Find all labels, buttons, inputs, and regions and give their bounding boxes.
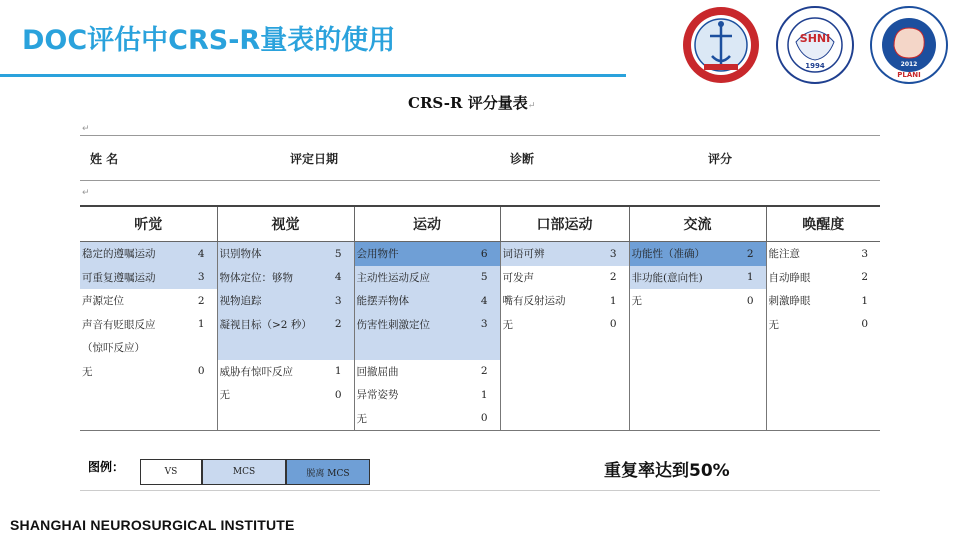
cell-auditory	[80, 266, 217, 290]
cell-visual	[217, 360, 354, 384]
item-score: 0	[746, 294, 754, 307]
item-label: 词语可辨	[502, 248, 545, 261]
item-score: 6	[480, 247, 488, 260]
item-label: 刺激睁眼	[768, 295, 811, 308]
item-label: 凝视目标（>2 秒）	[219, 318, 312, 331]
cell-communication	[629, 407, 766, 431]
shni-logo	[776, 6, 854, 84]
document-bottom-rule	[80, 490, 880, 491]
item-score: 1	[609, 294, 617, 307]
table-row	[80, 360, 880, 384]
name-field-label: 姓 名	[90, 152, 119, 166]
cell-motor	[354, 336, 500, 360]
item-score: 3	[197, 271, 205, 284]
item-label: 回撤屈曲	[356, 365, 399, 378]
table-row	[80, 383, 880, 407]
item-score: 2	[334, 318, 342, 331]
item-label: 非功能(意向性)	[631, 271, 703, 284]
cell-visual	[217, 313, 354, 337]
legend-vs-text: VS	[164, 467, 178, 477]
cell-visual	[217, 266, 354, 290]
item-label: 无	[356, 412, 367, 425]
cell-visual	[217, 336, 354, 360]
cell-arousal	[766, 242, 880, 266]
item-label: 无	[631, 295, 642, 308]
plani-logo-year: 2012	[900, 61, 918, 68]
item-score: 1	[480, 388, 488, 401]
cell-arousal	[766, 289, 880, 313]
item-score: 2	[861, 271, 868, 284]
table-row	[80, 266, 880, 290]
cell-arousal	[766, 336, 880, 360]
item-label: 可发声	[502, 271, 534, 284]
cell-communication	[629, 242, 766, 266]
item-label: 无	[219, 389, 230, 402]
column-header-visual: 视觉	[217, 206, 354, 242]
column-header-motor: 运动	[354, 206, 500, 242]
item-score: 1	[197, 318, 205, 331]
paragraph-mark: ↵	[82, 188, 90, 198]
item-score: 0	[197, 365, 205, 378]
item-label: （惊吓反应）	[82, 342, 145, 355]
table-header-row	[80, 206, 880, 242]
legend-mcs-text: MCS	[232, 467, 256, 477]
column-header-arousal: 唤醒度	[766, 206, 880, 242]
item-score: 3	[609, 247, 617, 260]
paragraph-mark: ↵	[82, 124, 90, 134]
item-score: 2	[609, 271, 617, 284]
document-title-text: CRS-R 评分量表	[408, 94, 528, 112]
item-label: 识别物体	[219, 248, 262, 261]
item-label: 功能性（准确）	[631, 248, 705, 261]
cell-visual	[217, 383, 354, 407]
item-score: 4	[334, 271, 342, 284]
cell-oromotor	[500, 313, 629, 337]
cell-visual	[217, 289, 354, 313]
item-label: 能注意	[768, 248, 800, 261]
cell-oromotor	[500, 242, 629, 266]
cell-oromotor	[500, 360, 629, 384]
item-score: 0	[861, 318, 868, 331]
item-label: 自动睁眼	[768, 271, 811, 284]
cell-motor	[354, 383, 500, 407]
cell-oromotor	[500, 336, 629, 360]
hospital-logo	[682, 6, 760, 84]
legend-emcs-text: 脱离 MCS	[306, 468, 350, 479]
item-label: 声音有贬眼反应	[82, 318, 156, 331]
item-score: 4	[197, 247, 205, 260]
footer-institute: SHANGHAI NEUROSURGICAL INSTITUTE	[10, 517, 295, 533]
table-row	[80, 313, 880, 337]
item-score: 0	[334, 388, 342, 401]
cell-communication	[629, 336, 766, 360]
column-header-auditory: 听觉	[80, 206, 217, 242]
cell-communication	[629, 266, 766, 290]
cell-auditory	[80, 289, 217, 313]
cell-oromotor	[500, 289, 629, 313]
repeat-rate-note: 重复率达到50%	[604, 461, 730, 481]
item-score: 5	[334, 247, 342, 260]
cell-visual	[217, 407, 354, 431]
item-score: 2	[197, 294, 205, 307]
cell-arousal	[766, 360, 880, 384]
item-label: 视物追踪	[219, 295, 262, 308]
slide-title: DOC评估中CRS-R量表的使用	[22, 25, 396, 56]
legend-mcs	[202, 459, 286, 485]
item-label: 无	[502, 318, 513, 331]
cell-auditory	[80, 383, 217, 407]
cell-motor	[354, 313, 500, 337]
header-fields-row	[80, 135, 880, 181]
item-label: 威胁有惊吓反应	[219, 365, 293, 378]
cell-communication	[629, 383, 766, 407]
item-label: 伤害性刺激定位	[356, 318, 430, 331]
item-label: 稳定的遵嘱运动	[82, 248, 156, 261]
item-label: 物体定位：够物	[219, 271, 293, 284]
item-label: 嘴有反射运动	[502, 295, 566, 308]
item-score: 4	[480, 294, 488, 307]
item-label: 会用物件	[356, 248, 399, 261]
cell-motor	[354, 266, 500, 290]
cell-motor	[354, 289, 500, 313]
cell-arousal	[766, 383, 880, 407]
item-score: 3	[480, 318, 488, 331]
column-header-oromotor: 口部运动	[500, 206, 629, 242]
item-label: 能摆弄物体	[356, 295, 409, 308]
item-score: 3	[334, 294, 342, 307]
crs-r-score-table	[80, 205, 880, 431]
shni-logo-text: SHNI	[799, 32, 831, 45]
shni-logo-year: 1994	[805, 62, 825, 70]
cell-communication	[629, 289, 766, 313]
legend-emcs	[286, 459, 370, 485]
cell-arousal	[766, 407, 880, 431]
table-row	[80, 242, 880, 266]
legend-vs	[140, 459, 202, 485]
legend-label: 图例：	[88, 460, 125, 474]
diagnosis-field-label: 诊断	[510, 152, 535, 166]
item-score: 2	[746, 247, 754, 260]
cell-oromotor	[500, 383, 629, 407]
date-field-label: 评定日期	[290, 152, 339, 166]
item-score: 2	[480, 365, 488, 378]
item-score: 1	[334, 365, 342, 378]
cell-auditory	[80, 407, 217, 431]
cell-motor	[354, 360, 500, 384]
cell-oromotor	[500, 407, 629, 431]
table-row	[80, 289, 880, 313]
cell-arousal	[766, 266, 880, 290]
plani-logo	[870, 6, 948, 84]
item-label: 异常姿势	[356, 389, 399, 402]
item-label: 无	[768, 318, 779, 331]
item-label: 主动性运动反应	[356, 271, 430, 284]
column-header-communication: 交流	[629, 206, 766, 242]
item-score: 3	[861, 247, 868, 260]
item-label: 无	[82, 365, 93, 378]
cell-motor	[354, 407, 500, 431]
title-underline	[0, 74, 626, 77]
cell-visual	[217, 242, 354, 266]
item-label: 可重复遵嘱运动	[82, 271, 156, 284]
score-field-label: 评分	[708, 152, 733, 166]
item-score: 0	[480, 412, 488, 425]
plani-logo-text: PLANI	[897, 71, 921, 79]
cell-arousal	[766, 313, 880, 337]
table-row	[80, 336, 880, 360]
item-score: 0	[609, 318, 617, 331]
table-row	[80, 407, 880, 431]
cell-motor	[354, 242, 500, 266]
cell-auditory	[80, 313, 217, 337]
cell-oromotor	[500, 266, 629, 290]
cell-communication	[629, 360, 766, 384]
document-title: CRS-R 评分量表↵	[408, 94, 536, 112]
item-score: 1	[746, 271, 754, 284]
item-label: 声源定位	[82, 295, 124, 308]
cell-communication	[629, 313, 766, 337]
cell-auditory	[80, 242, 217, 266]
cell-auditory	[80, 336, 217, 360]
item-score: 5	[480, 271, 488, 284]
cell-auditory	[80, 360, 217, 384]
item-score: 1	[861, 294, 868, 307]
